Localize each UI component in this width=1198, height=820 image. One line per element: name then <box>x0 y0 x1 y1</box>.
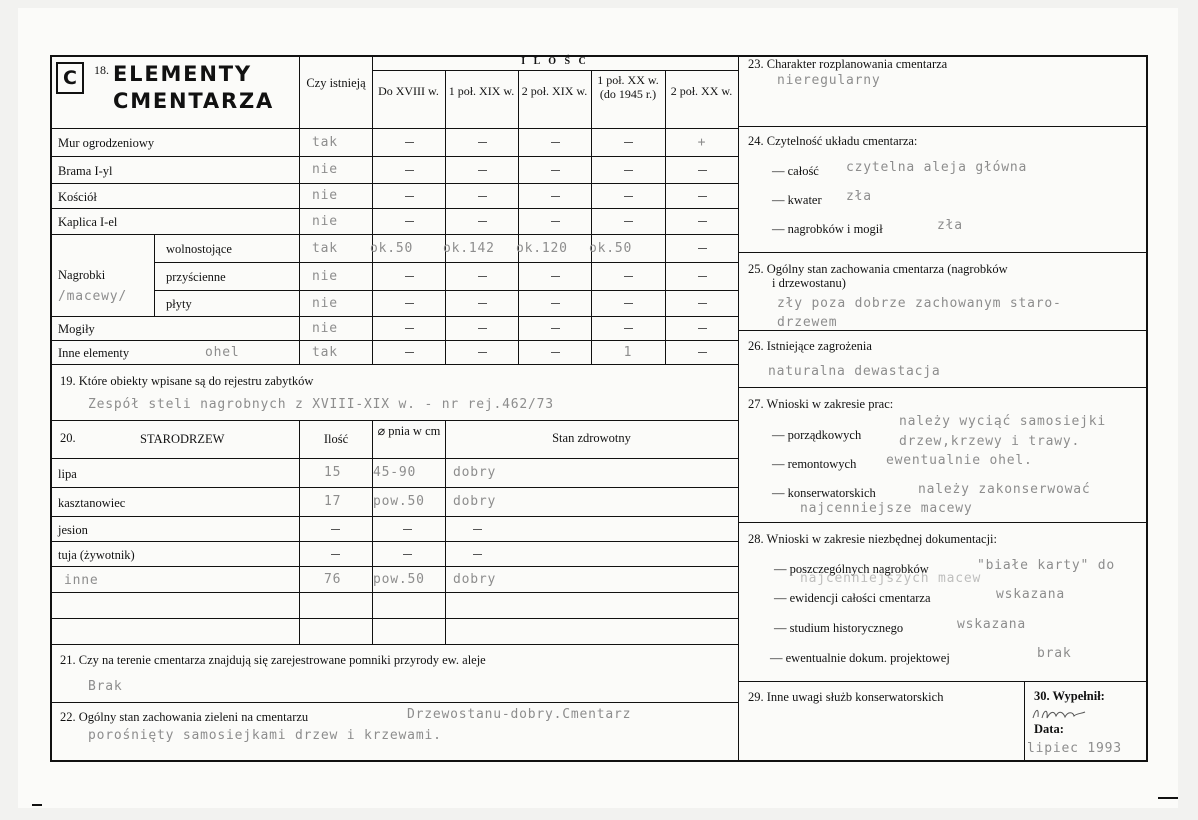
col-header-period: 1 poł. XX w. (do 1945 r.) <box>597 73 659 101</box>
empty-dash <box>551 352 560 353</box>
row-label: Inne elementy <box>58 346 130 360</box>
section28-item-value[interactable]: najcenniejszych macew <box>800 571 982 586</box>
empty-dash <box>624 196 633 197</box>
grid-line <box>591 70 592 364</box>
quantity-value[interactable]: 1 <box>623 344 633 360</box>
empty-dash <box>624 303 633 304</box>
grid-line <box>738 252 1148 253</box>
empty-dash <box>624 170 633 171</box>
row-label: Mur ogrodzeniowy <box>58 136 155 150</box>
section19-label: 19. Które obiekty wpisane są do rejestru zabytków <box>60 374 314 388</box>
exists-value[interactable]: tak <box>312 240 338 256</box>
signature <box>1030 704 1088 722</box>
grid-line <box>50 364 738 365</box>
empty-dash <box>473 529 482 530</box>
section18-title-line1: ELEMENTY <box>113 62 252 86</box>
empty-dash <box>478 170 487 171</box>
row-sublabel: wolnostojące <box>166 242 232 256</box>
empty-dash <box>698 221 707 222</box>
col-header-period: 2 poł. XX w. <box>670 84 733 98</box>
col-header-exists: Czy istnieją <box>306 76 366 90</box>
quantity-value[interactable]: ok.120 <box>516 240 568 256</box>
col-header-period: 2 poł. XIX w. <box>521 84 588 98</box>
quantity-value[interactable]: ok.142 <box>443 240 495 256</box>
tree-diameter[interactable]: 45-90 <box>373 465 417 480</box>
grid-line <box>50 592 738 593</box>
section21-label: 21. Czy na terenie cmentarza znajdują się zarejestrowane pomniki przyrody ew. aleje <box>60 653 486 667</box>
empty-dash <box>405 170 414 171</box>
tree-diameter[interactable]: pow.50 <box>373 494 425 509</box>
tree-health[interactable]: dobry <box>453 494 497 509</box>
section26-label: 26. Istniejące zagrożenia <box>748 339 872 353</box>
empty-dash <box>624 328 633 329</box>
col-header-diameter: ⌀ pnia w cm <box>377 424 441 438</box>
tree-name: jesion <box>58 522 88 537</box>
section28-item-label: — ewidencji całości cmentarza <box>774 591 931 605</box>
empty-dash <box>405 328 414 329</box>
grid-line <box>445 420 446 644</box>
grid-line <box>372 420 373 644</box>
section24-item-value[interactable]: zła <box>846 189 872 204</box>
empty-dash <box>478 276 487 277</box>
quantity-value[interactable]: ok.50 <box>370 240 414 256</box>
quantity-value[interactable]: ok.50 <box>589 240 633 256</box>
section28-item-value[interactable]: "białe karty" do <box>977 558 1116 573</box>
tree-name: kasztanowiec <box>58 495 126 510</box>
section27-item-value[interactable]: należy zakonserwować <box>918 482 1091 497</box>
grid-line <box>738 522 1148 523</box>
empty-dash <box>698 248 707 249</box>
grid-line <box>50 644 738 645</box>
empty-dash <box>478 142 487 143</box>
grid-line <box>50 618 738 619</box>
section24-item-label: — całość <box>772 164 819 178</box>
section21-value[interactable]: Brak <box>88 679 123 694</box>
grid-line <box>50 316 738 317</box>
grid-line <box>50 702 738 703</box>
date-value[interactable]: lipiec 1993 <box>1027 741 1122 756</box>
section28-item-label: — studium historycznego <box>774 621 904 635</box>
section28-label: 28. Wnioski w zakresie niezbędnej dokumentacji: <box>748 532 997 546</box>
grid-line <box>50 566 738 567</box>
section27-item-value[interactable]: ewentualnie ohel. <box>886 453 1033 468</box>
empty-dash <box>331 529 340 530</box>
empty-dash <box>403 529 412 530</box>
date-label: Data: <box>1034 722 1064 736</box>
tree-quantity[interactable]: 76 <box>324 571 342 587</box>
tree-name: lipa <box>58 466 77 481</box>
grid-line <box>50 541 738 542</box>
empty-dash <box>478 328 487 329</box>
section28-item-label: — poszczególnych nagrobków <box>774 562 929 576</box>
section28-item-value[interactable]: wskazana <box>996 587 1066 602</box>
grid-line <box>50 156 738 157</box>
section18-title-line2: CMENTARZA <box>113 89 275 113</box>
section30-label: 30. Wypełnił: <box>1034 689 1105 703</box>
section25-value-line1[interactable]: zły poza dobrze zachowanym staro- <box>777 296 1062 311</box>
empty-dash <box>478 352 487 353</box>
empty-dash <box>698 170 707 171</box>
empty-dash <box>405 142 414 143</box>
exists-value[interactable]: tak <box>312 134 338 150</box>
empty-dash <box>551 170 560 171</box>
section25-label-line1: 25. Ogólny stan zachowania cmentarza (nagrobków <box>748 262 1008 276</box>
grid-line <box>445 70 446 364</box>
empty-dash <box>624 276 633 277</box>
section25-value-line2[interactable]: drzewem <box>777 315 838 330</box>
tree-name[interactable]: inne <box>64 573 99 588</box>
empty-dash <box>403 554 412 555</box>
tree-health[interactable]: dobry <box>453 571 497 587</box>
empty-dash <box>405 303 414 304</box>
grid-line <box>50 340 738 341</box>
tree-name: tuja (żywotnik) <box>58 547 135 562</box>
section24-label: 24. Czytelność układu cmentarza: <box>748 134 918 148</box>
grid-line <box>50 516 738 517</box>
grid-line <box>665 70 666 364</box>
empty-dash <box>405 276 414 277</box>
col-header-period: 1 poł. XIX w. <box>448 84 515 98</box>
section23-value[interactable]: nieregularny <box>777 73 881 88</box>
grid-line <box>738 387 1148 388</box>
section24-item-label: — nagrobków i mogił <box>772 222 883 236</box>
quantity-value[interactable]: + <box>697 134 707 150</box>
section25-label-line2: i drzewostanu) <box>772 276 846 290</box>
empty-dash <box>698 196 707 197</box>
section-letter-box: C <box>56 62 84 94</box>
section27-item-label: — remontowych <box>772 457 857 471</box>
row-label: Mogiły <box>58 322 95 336</box>
tree-health[interactable]: dobry <box>453 465 497 480</box>
section27-item-value[interactable]: drzew,krzewy i trawy. <box>899 434 1081 449</box>
section28-item-value[interactable]: brak <box>1037 646 1072 661</box>
margin-mark <box>1158 797 1178 799</box>
empty-dash <box>331 554 340 555</box>
empty-dash <box>624 221 633 222</box>
empty-dash <box>551 196 560 197</box>
grid-line <box>154 262 738 263</box>
exists-value[interactable]: nie <box>312 162 338 177</box>
grid-line <box>154 234 155 316</box>
grid-line <box>154 290 738 291</box>
section24-item-value[interactable]: czytelna aleja główna <box>846 160 1028 175</box>
row-label-handwritten[interactable]: /macewy/ <box>58 289 128 304</box>
empty-dash <box>551 303 560 304</box>
row-label: Kościół <box>58 189 97 204</box>
section29-label: 29. Inne uwagi służb konserwatorskich <box>748 690 944 704</box>
tree-quantity[interactable]: 17 <box>324 494 342 509</box>
grid-line <box>299 420 300 644</box>
row-label: Kaplica I-el <box>58 215 118 229</box>
section23-label: 23. Charakter rozplanowania cmentarza <box>748 57 948 71</box>
empty-dash <box>551 276 560 277</box>
section22-value-line1[interactable]: Drzewostanu-dobry.Cmentarz <box>407 707 632 722</box>
col-header-period: Do XVIII w. <box>378 84 439 98</box>
section22-value-line2[interactable]: porośnięty samosiejkami drzew i krzewami. <box>88 728 442 743</box>
section18-number: 18. <box>94 63 109 77</box>
section26-value[interactable]: naturalna dewastacja <box>768 364 941 379</box>
empty-dash <box>473 554 482 555</box>
grid-line <box>50 458 738 459</box>
empty-dash <box>698 303 707 304</box>
row-sublabel: płyty <box>166 297 192 311</box>
empty-dash <box>405 221 414 222</box>
section27-label: 27. Wnioski w zakresie prac: <box>748 397 894 411</box>
section27-item-label: — porządkowych <box>772 428 862 442</box>
grid-line <box>50 234 738 235</box>
empty-dash <box>478 303 487 304</box>
tree-diameter[interactable]: pow.50 <box>373 571 425 587</box>
grid-line <box>50 487 738 488</box>
empty-dash <box>478 221 487 222</box>
grid-line <box>518 70 519 364</box>
exists-value[interactable]: nie <box>312 268 338 284</box>
row-label: Brama I-yl <box>58 163 113 178</box>
grid-line <box>50 420 738 421</box>
col-header-health: Stan zdrowotny <box>552 431 631 445</box>
section20-title: STARODRZEW <box>140 432 225 446</box>
grid-line <box>299 55 300 364</box>
empty-dash <box>405 196 414 197</box>
margin-mark <box>32 804 42 806</box>
empty-dash <box>551 221 560 222</box>
empty-dash <box>478 196 487 197</box>
exists-value[interactable]: nie <box>312 320 338 336</box>
section27-item-value[interactable]: należy wyciąć samosiejki <box>899 414 1107 429</box>
grid-line <box>738 330 1148 331</box>
empty-dash <box>698 276 707 277</box>
section24-item-value[interactable]: zła <box>937 218 963 233</box>
grid-line <box>738 681 1148 682</box>
empty-dash <box>698 328 707 329</box>
section27-item-label: — konserwatorskich <box>772 486 876 500</box>
section19-value[interactable]: Zespół steli nagrobnych z XVIII-XIX w. - nr rej.462/73 <box>88 397 554 412</box>
col-header-ilosc: I L O Ś C <box>521 56 589 67</box>
section28-item-value[interactable]: wskazana <box>957 617 1027 632</box>
grid-line <box>50 208 738 209</box>
section22-label: 22. Ogólny stan zachowania zieleni na cmentarzu <box>60 710 309 724</box>
section28-item-label: — ewentualnie dokum. projektowej <box>770 651 950 665</box>
section27-item-value[interactable]: najcenniejsze macewy <box>800 501 973 516</box>
exists-value[interactable]: nie <box>312 295 338 311</box>
empty-dash <box>624 142 633 143</box>
exists-value[interactable]: nie <box>312 213 338 229</box>
row-sublabel: przyścienne <box>166 270 226 284</box>
row-extra-value[interactable]: ohel <box>205 344 240 360</box>
exists-value[interactable]: tak <box>312 344 338 360</box>
grid-line <box>372 55 373 364</box>
grid-line <box>372 70 738 71</box>
empty-dash <box>698 352 707 353</box>
grid-line <box>50 128 738 129</box>
empty-dash <box>551 142 560 143</box>
col-header-qty: Ilość <box>323 432 349 446</box>
empty-dash <box>551 328 560 329</box>
section24-item-label: — kwater <box>772 193 822 207</box>
empty-dash <box>405 352 414 353</box>
grid-line <box>738 126 1148 127</box>
exists-value[interactable]: nie <box>312 188 338 203</box>
section20-number: 20. <box>60 431 76 445</box>
row-label: Nagrobki <box>58 268 106 282</box>
column-divider <box>738 55 739 762</box>
grid-line <box>50 183 738 184</box>
tree-quantity[interactable]: 15 <box>324 465 342 480</box>
grid-line <box>1024 681 1025 762</box>
